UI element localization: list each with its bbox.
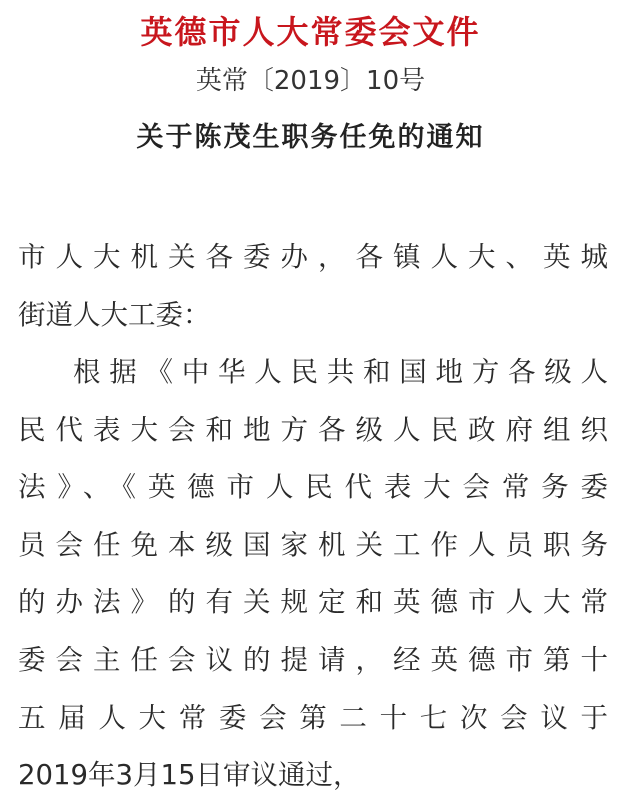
paragraph-line: 2019年3月15日审议通过， [18, 759, 361, 792]
paragraph-line: 委会主任会议的提请，经英德市第十 [18, 643, 608, 676]
paragraph-line: 五届人大常委会第二十七次会议于 [18, 701, 608, 734]
paragraph-line: 员会任免本级国家机关工作人员职务 [18, 528, 608, 561]
salutation-line: 市人大机关各委办，各镇人大、英城 [18, 241, 608, 273]
document-subject: 关于陈茂生职务任免的通知 [136, 122, 485, 153]
paragraph-line: 法》、《英德市人民代表大会常务委 [18, 471, 608, 504]
paragraph-line: 根据《中华人民共和国地方各级人 [73, 356, 608, 388]
paragraph-line: 民代表大会和地方各级人民政府组织 [18, 413, 608, 446]
paragraph-line: 的办法》的有关规定和英德市人大常 [18, 586, 608, 619]
salutation [18, 229, 608, 344]
document-number: 英常〔2019〕10号 [195, 66, 426, 96]
document-title: 英德市人大常委会文件 [140, 13, 481, 51]
body-paragraph [18, 344, 608, 805]
salutation-line: 街道人大工委： [18, 298, 211, 331]
